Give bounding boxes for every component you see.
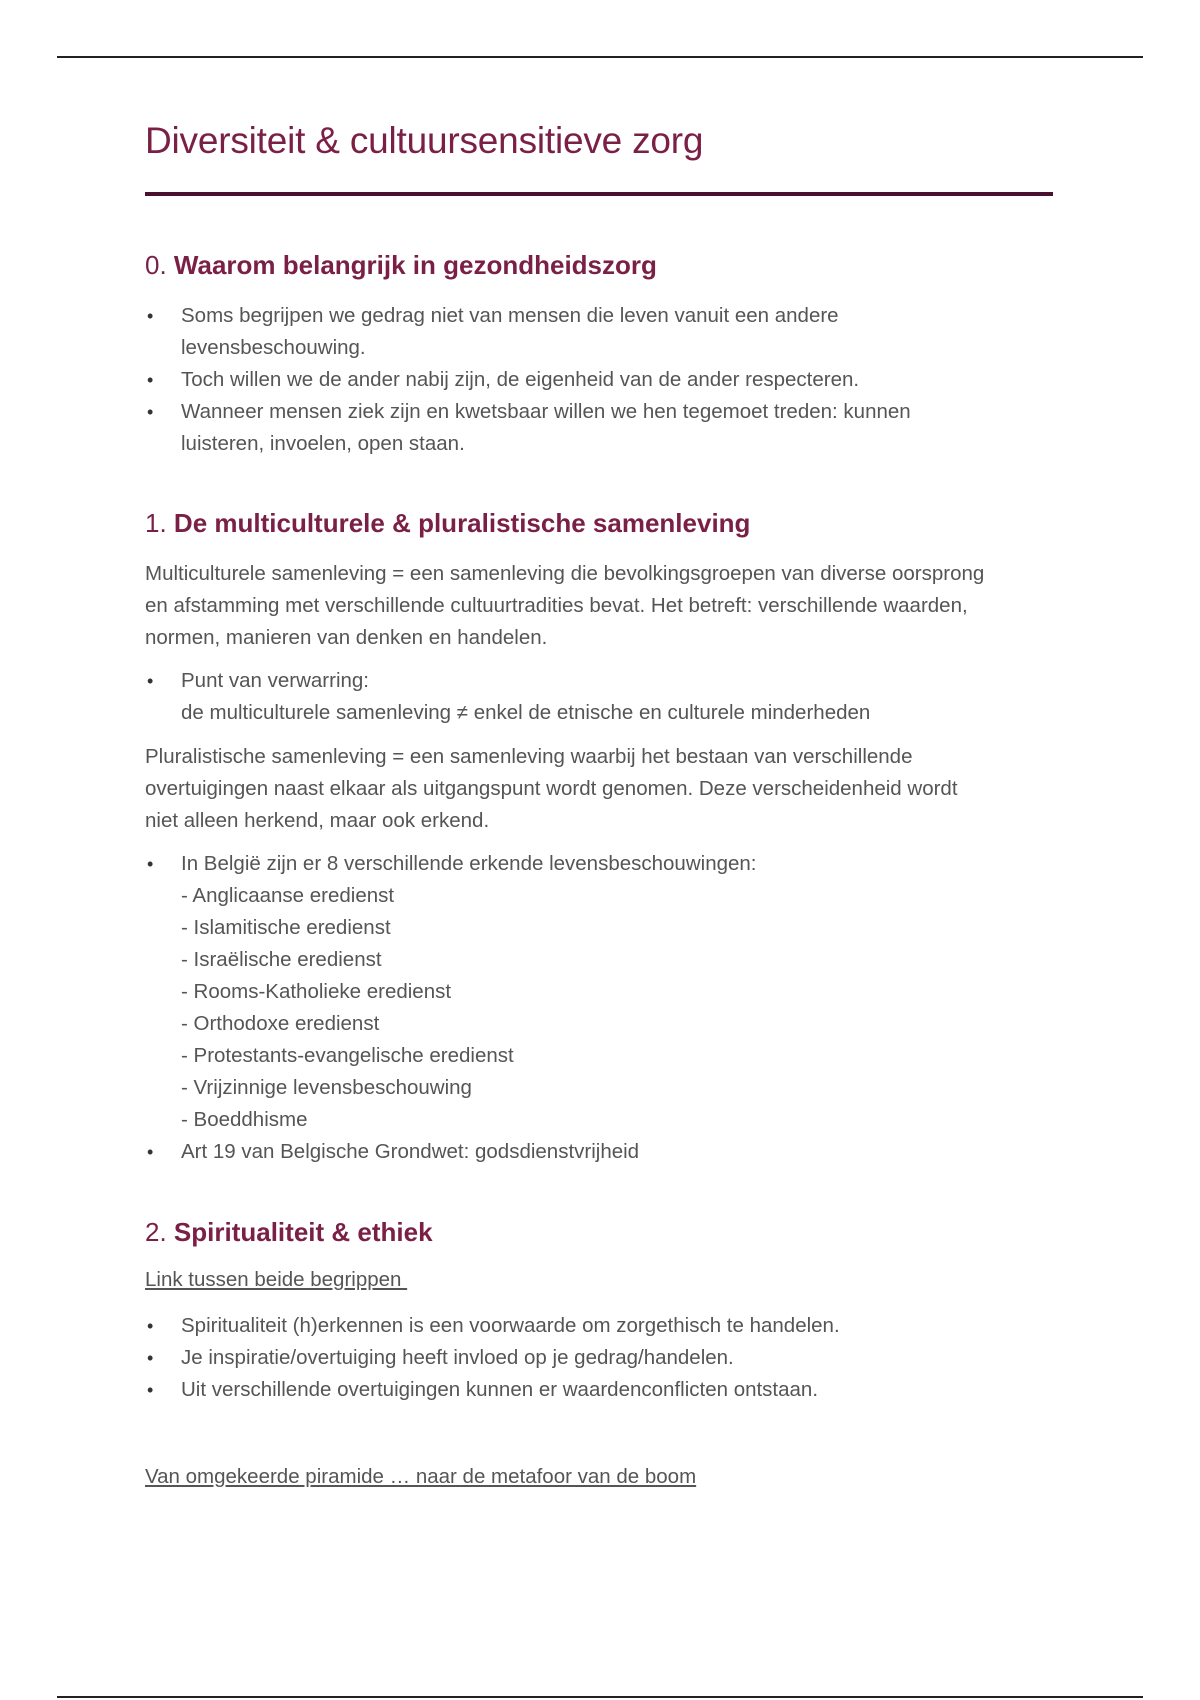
list-item bbox=[145, 1310, 1055, 1342]
list-item bbox=[145, 364, 1055, 396]
section-2-number: 2. bbox=[145, 1217, 167, 1247]
list-item-line: Je inspiratie/overtuiging heeft invloed op je gedrag/handelen. bbox=[181, 1346, 734, 1369]
list-item bbox=[145, 1136, 1055, 1168]
list-item bbox=[145, 848, 1055, 1136]
religion-item: - Orthodoxe eredienst bbox=[181, 1012, 380, 1035]
paragraph-line: normen, manieren van denken en handelen. bbox=[145, 626, 548, 649]
list-item-line: levensbeschouwing. bbox=[181, 336, 366, 359]
bullet-icon: • bbox=[147, 1316, 154, 1336]
list-item bbox=[145, 1374, 1055, 1406]
section-1-heading bbox=[145, 508, 750, 539]
bullet-icon: • bbox=[147, 370, 154, 390]
paragraph-line: niet alleen herkend, maar ook erkend. bbox=[145, 809, 490, 832]
section-0-number: 0. bbox=[145, 250, 167, 280]
religion-item: - Vrijzinnige levensbeschouwing bbox=[181, 1076, 472, 1099]
religions-bullet-list bbox=[145, 848, 1055, 1168]
list-item-line: Soms begrijpen we gedrag niet van mensen die leven vanuit een andere bbox=[181, 304, 839, 327]
bullet-icon: • bbox=[147, 1380, 154, 1400]
paragraph-line: overtuigingen naast elkaar als uitgangspunt wordt genomen. Deze verscheidenheid wordt bbox=[145, 777, 958, 800]
pluralistic-definition bbox=[145, 741, 1055, 837]
list-item-line: Spiritualiteit (h)erkennen is een voorwaarde om zorgethisch te handelen. bbox=[181, 1314, 840, 1337]
section-0-bullet-list bbox=[145, 300, 1055, 460]
section-0-title: Waarom belangrijk in gezondheidszorg bbox=[173, 250, 657, 280]
multicultural-definition bbox=[145, 558, 1055, 654]
bullet-icon: • bbox=[147, 671, 154, 691]
religion-item: - Protestants-evangelische eredienst bbox=[181, 1044, 514, 1067]
list-item-line: de multiculturele samenleving ≠ enkel de etnische en culturele minderheden bbox=[181, 701, 871, 724]
paragraph-line: Multiculturele samenleving = een samenleving die bevolkingsgroepen van diverse oorsprong bbox=[145, 562, 985, 585]
section-2-title: Spiritualiteit & ethiek bbox=[173, 1217, 433, 1247]
list-item bbox=[145, 1342, 1055, 1374]
religion-item: - Rooms-Katholieke eredienst bbox=[181, 980, 452, 1003]
list-item bbox=[145, 665, 1055, 729]
page-top-rule bbox=[57, 56, 1143, 58]
list-item-line: Art 19 van Belgische Grondwet: godsdienstvrijheid bbox=[181, 1140, 640, 1163]
bullet-icon: • bbox=[147, 306, 154, 326]
religion-item: - Anglicaanse eredienst bbox=[181, 884, 395, 907]
list-item-line: In België zijn er 8 verschillende erkende levensbeschouwingen: bbox=[181, 852, 757, 875]
bullet-icon: • bbox=[147, 1348, 154, 1368]
confusion-bullet-list bbox=[145, 665, 1055, 729]
bullet-icon: • bbox=[147, 402, 154, 422]
list-item-line: Uit verschillende overtuigingen kunnen er waardenconflicten ontstaan. bbox=[181, 1378, 819, 1401]
religion-item: - Israëlische eredienst bbox=[181, 948, 382, 971]
section-1-number: 1. bbox=[145, 508, 167, 538]
list-item bbox=[145, 300, 1055, 364]
section-0-heading bbox=[145, 250, 657, 281]
pyramid-tree-subheading: Van omgekeerde piramide … naar de metafoor van de boom bbox=[145, 1465, 697, 1488]
list-item-line: Wanneer mensen ziek zijn en kwetsbaar willen we hen tegemoet treden: kunnen bbox=[181, 400, 911, 423]
list-item-line: Punt van verwarring: bbox=[181, 669, 370, 692]
page-bottom-rule bbox=[57, 1696, 1143, 1698]
title-underline-rule bbox=[145, 192, 1053, 196]
religion-item: - Boeddhisme bbox=[181, 1108, 308, 1131]
bullet-icon: • bbox=[147, 854, 154, 874]
section-2-heading bbox=[145, 1217, 433, 1248]
religion-item: - Islamitische eredienst bbox=[181, 916, 391, 939]
link-between-concepts-label: Link tussen beide begrippen bbox=[145, 1268, 408, 1291]
list-item-line: luisteren, invoelen, open staan. bbox=[181, 432, 465, 455]
list-item-line: Toch willen we de ander nabij zijn, de eigenheid van de ander respecteren. bbox=[181, 368, 860, 391]
paragraph-line: Pluralistische samenleving = een samenleving waarbij het bestaan van verschillende bbox=[145, 745, 913, 768]
paragraph-line: en afstamming met verschillende cultuurtradities bevat. Het betreft: verschillende waarden, bbox=[145, 594, 968, 617]
list-item bbox=[145, 396, 1055, 460]
document-title: Diversiteit & cultuursensitieve zorg bbox=[145, 120, 704, 161]
bullet-icon: • bbox=[147, 1142, 154, 1162]
section-2-bullet-list bbox=[145, 1310, 1055, 1406]
section-1-title: De multiculturele & pluralistische samenleving bbox=[173, 508, 751, 538]
